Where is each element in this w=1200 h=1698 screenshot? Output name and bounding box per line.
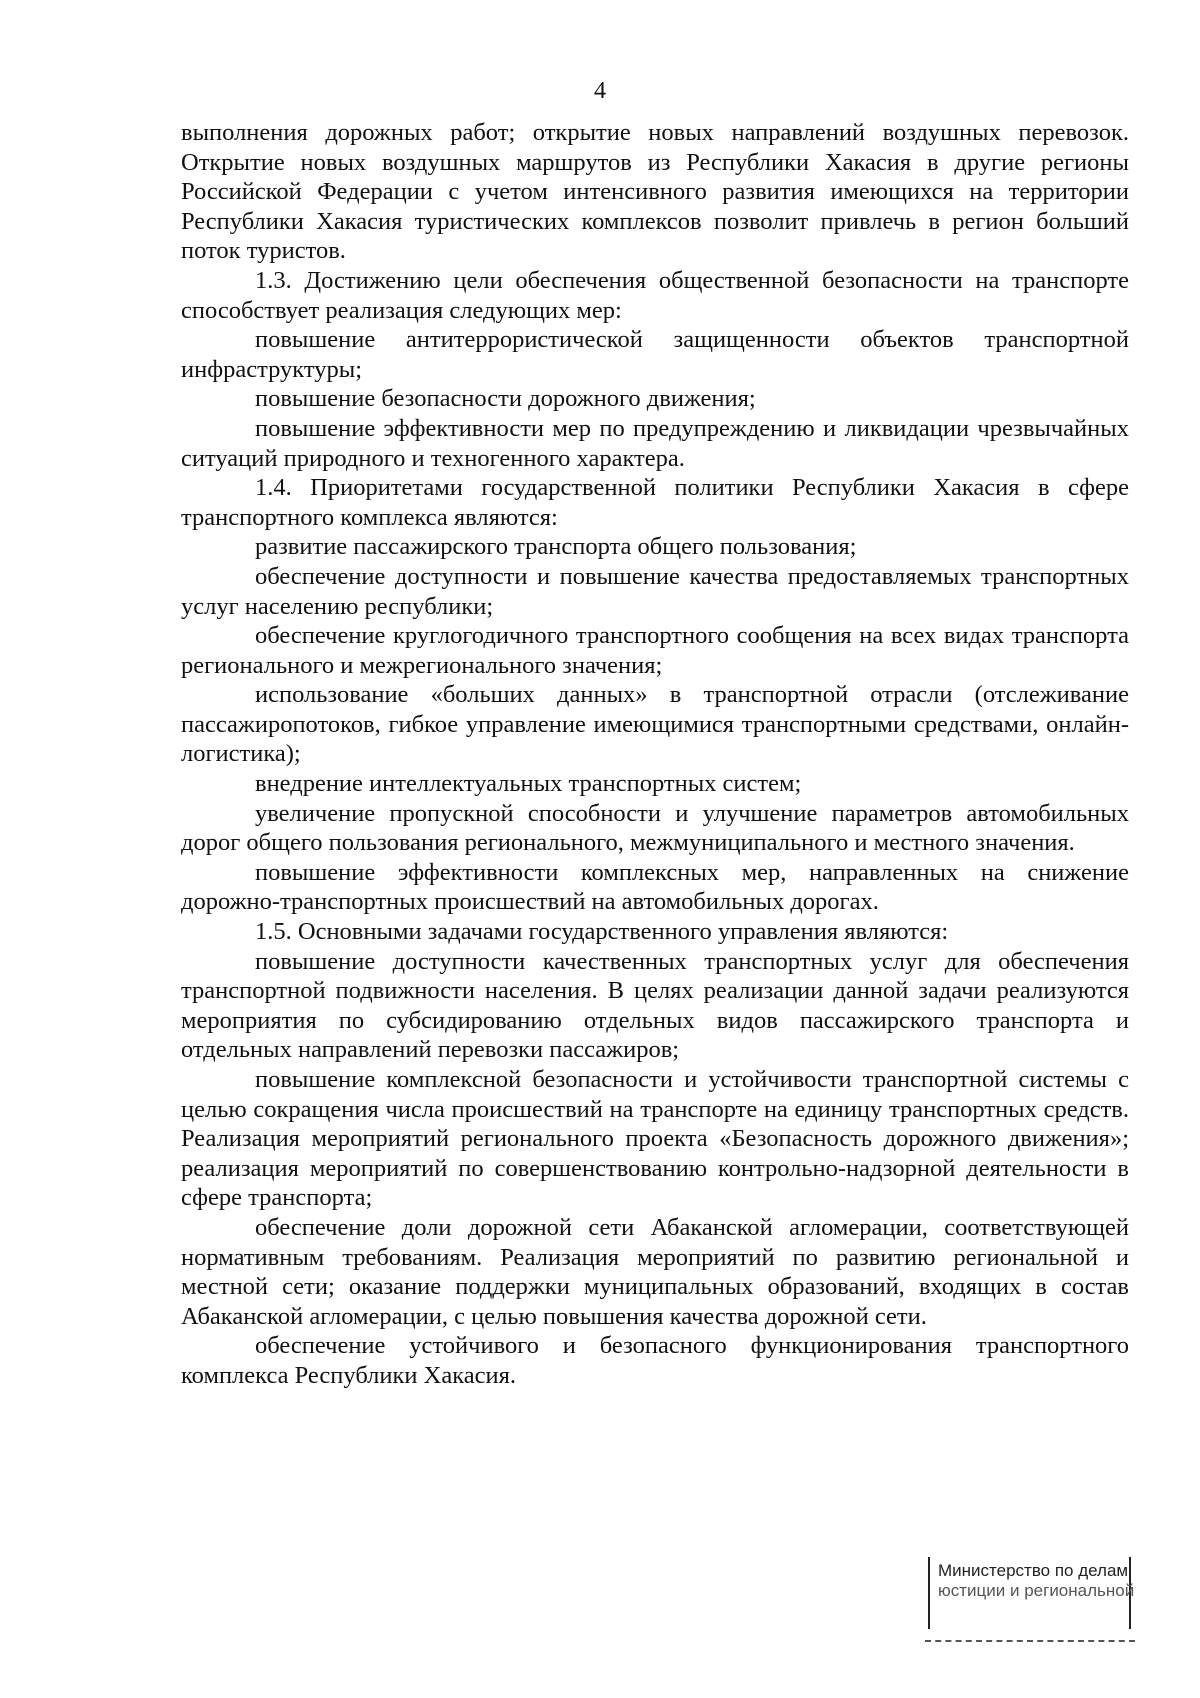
paragraph: развитие пассажирского транспорта общего пользования;: [255, 533, 857, 561]
ministry-stamp: [928, 1557, 1135, 1629]
paragraph: 1.3. Достижению цели обеспечения общественной безопасности на транспорте способствует реализация следующих мер:: [181, 266, 1129, 324]
paragraph: обеспечение доступности и повышение качества предоставляемых транспортных услуг населению республики;: [181, 562, 1129, 620]
paragraph: 1.5. Основными задачами государственного управления являются:: [255, 918, 949, 946]
paragraph: обеспечение устойчивого и безопасного функционирования транспортного комплекса Республики Хакасия.: [181, 1332, 1129, 1389]
paragraph: обеспечение доли дорожной сети Абаканской агломерации, соответствующей нормативным требованиям. Реализация мероприятий по развитию региональной и местной сети; оказание поддержки муниципальных образований, входящих в состав Абаканской агломерации, с целью повышения качества дорожной сети.: [181, 1213, 1129, 1330]
page-number: 4: [594, 78, 606, 104]
paragraph: внедрение интеллектуальных транспортных систем;: [255, 770, 802, 798]
paragraph: повышение безопасности дорожного движения;: [255, 385, 756, 413]
stamp-line-1: Министерство по делам: [938, 1561, 1129, 1580]
paragraph: обеспечение круглогодичного транспортного сообщения на всех видах транспорта регионального и межрегионального значения;: [181, 622, 1129, 679]
paragraph: повышение эффективности мер по предупреждению и ликвидации чрезвычайных ситуаций природного и техногенного характера.: [181, 414, 1129, 472]
stamp-line-2: юстиции и региональной: [938, 1581, 1135, 1600]
paragraph: повышение эффективности комплексных мер, направленных на снижение дорожно-транспортных происшествий на автомобильных дорогах.: [181, 858, 1129, 916]
paragraph: увеличение пропускной способности и улучшение параметров автомобильных дорог общего пользования регионального, межмуниципального и местного значения.: [181, 799, 1129, 857]
stamp-underline: [925, 1640, 1135, 1642]
paragraph: выполнения дорожных работ; открытие новых направлений воздушных перевозок. Открытие новых воздушных маршрутов из Республики Хакасия в другие регионы Российской Федерации с учетом интенсивного развития имеющихся на территории Республики Хакасия туристических комплексов позволит привлечь в регион больший поток туристов.: [181, 119, 1129, 265]
paragraph: использование «больших данных» в транспортной отрасли (отслеживание пассажиропотоков, гибкое управление имеющимися транспортными средствами, онлайн-логистика);: [181, 681, 1129, 768]
paragraph: повышение комплексной безопасности и устойчивости транспортной системы с целью сокращения числа происшествий на транспорте на единицу транспортных средств. Реализация мероприятий регионального проекта «Безопасность дорожного движения»; реализация мероприятий по совершенствованию контрольно-надзорной деятельности в сфере транспорта;: [181, 1066, 1129, 1212]
document-body: [181, 118, 1129, 1391]
paragraph: 1.4. Приоритетами государственной политики Республики Хакасия в сфере транспортного комплекса являются:: [181, 474, 1129, 531]
paragraph: повышение доступности качественных транспортных услуг для обеспечения транспортной подвижности населения. В целях реализации данной задачи реализуются мероприятия по субсидированию отдельных видов пассажирского транспорта и отдельных направлений перевозки пассажиров;: [181, 947, 1129, 1064]
paragraph: повышение антитеррористической защищенности объектов транспортной инфраструктуры;: [181, 326, 1129, 383]
